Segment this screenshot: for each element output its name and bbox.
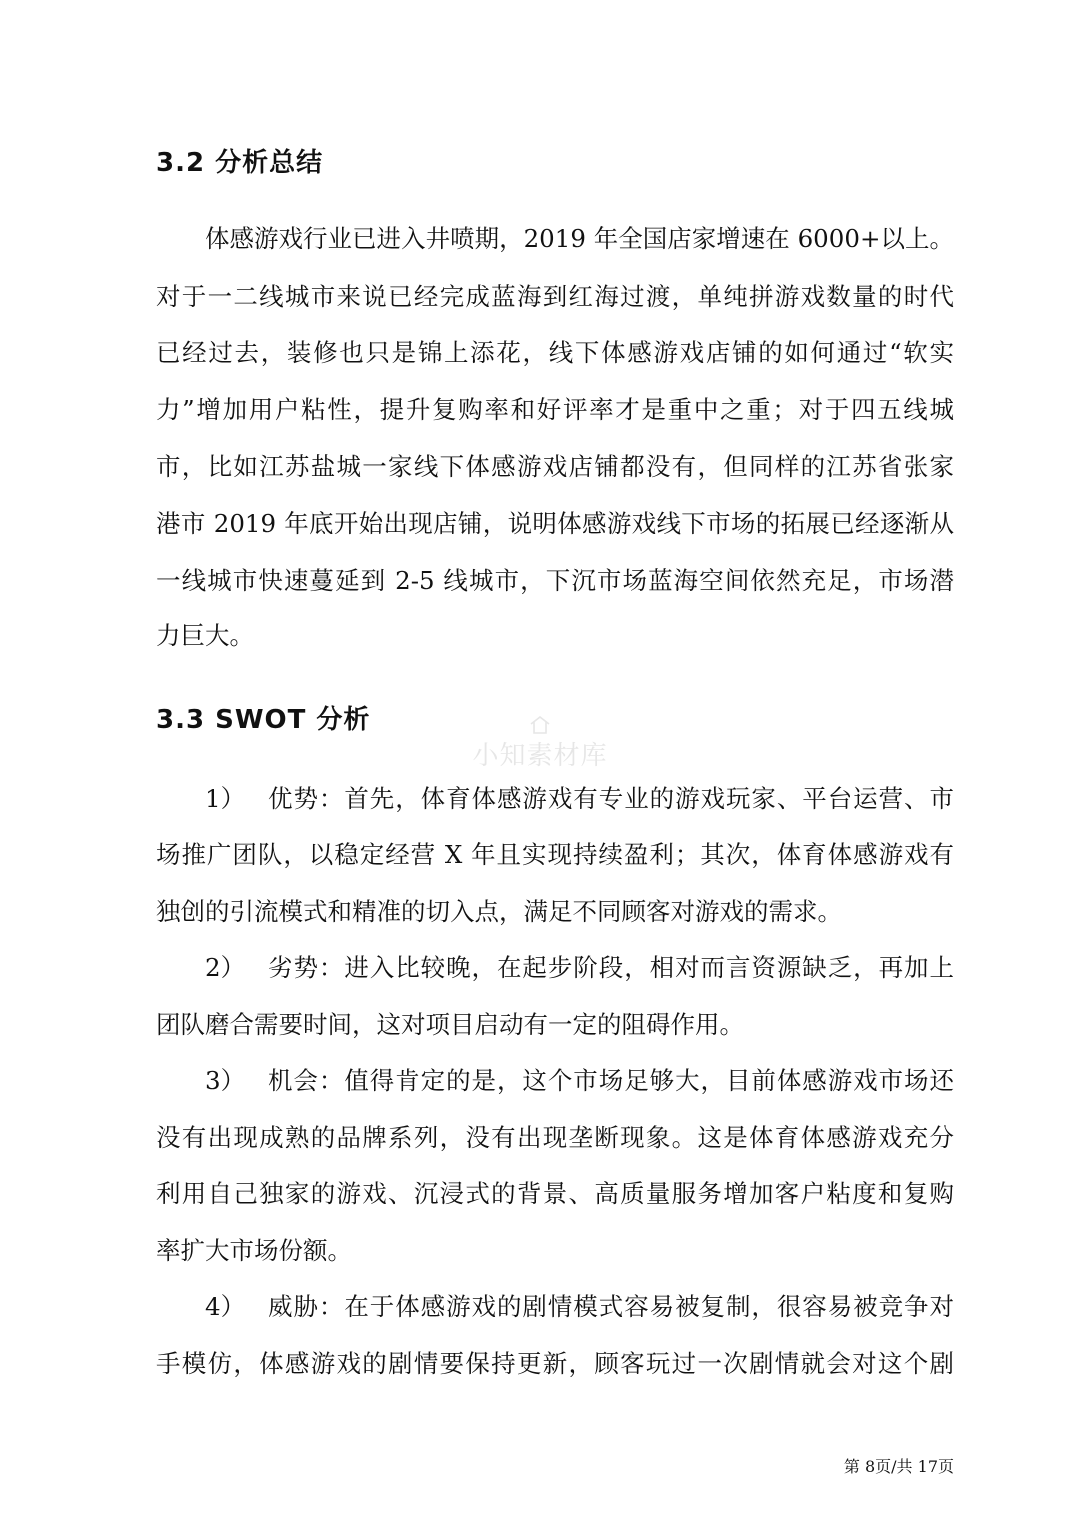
section-heading-3-3: 3.3 SWOT 分析 <box>156 705 371 735</box>
list-number: 4） <box>205 1292 246 1321</box>
paragraph-line: 市，比如江苏盐城一家线下体感游戏店铺都没有，但同样的江苏省张家 <box>156 452 954 481</box>
list-item-first-line: 机会：值得肯定的是，这个市场足够大，目前体感游戏市场还 <box>268 1066 954 1095</box>
paragraph-line: 力”增加用户粘性，提升复购率和好评率才是重中之重；对于四五线城 <box>156 395 954 424</box>
paragraph-line: 已经过去，装修也只是锦上添花，线下体感游戏店铺的如何通过“软实 <box>156 338 954 367</box>
list-item-line: 没有出现成熟的品牌系列，没有出现垄断现象。这是体育体感游戏充分 <box>156 1123 954 1152</box>
paragraph-line: 体感游戏行业已进入井喷期，2019 年全国店家增速在 6000+以上。 <box>205 224 954 253</box>
list-number: 1） <box>205 784 246 813</box>
list-item-line: 手模仿，体感游戏的剧情要保持更新，顾客玩过一次剧情就会对这个剧 <box>156 1349 954 1378</box>
list-item-line: 率扩大市场份额。 <box>156 1236 352 1265</box>
paragraph-line: 港市 2019 年底开始出现店铺，说明体感游戏线下市场的拓展已经逐渐从 <box>156 509 954 538</box>
watermark <box>440 715 640 785</box>
paragraph-line: 一线城市快速蔓延到 2-5 线城市，下沉市场蓝海空间依然充足，市场潜 <box>156 566 954 595</box>
list-item-line: 团队磨合需要时间，这对项目启动有一定的阻碍作用。 <box>156 1010 744 1039</box>
house-outline-icon <box>529 715 551 735</box>
list-item-line: 场推广团队，以稳定经营 X 年且实现持续盈利；其次，体育体感游戏有 <box>156 840 954 869</box>
list-item-first-line: 威胁：在于体感游戏的剧情模式容易被复制，很容易被竞争对 <box>268 1292 954 1321</box>
list-item-line: 利用自己独家的游戏、沉浸式的背景、高质量服务增加客户粘度和复购 <box>156 1179 954 1208</box>
list-number: 2） <box>205 953 246 982</box>
list-item-first-line: 劣势：进入比较晚，在起步阶段，相对而言资源缺乏，再加上 <box>268 953 954 982</box>
page-number-footer: 第 8页/共 17页 <box>843 1457 954 1476</box>
list-item-line: 独创的引流模式和精准的切入点，满足不同顾客对游戏的需求。 <box>156 897 842 926</box>
list-item-first-line: 优势：首先，体育体感游戏有专业的游戏玩家、平台运营、市 <box>268 784 954 813</box>
paragraph-line: 对于一二线城市来说已经完成蓝海到红海过渡，单纯拼游戏数量的时代 <box>156 282 954 311</box>
list-number: 3） <box>205 1066 246 1095</box>
section-heading-3-2: 3.2 分析总结 <box>156 148 324 178</box>
watermark-text: 小知素材库 <box>472 741 608 771</box>
paragraph-line: 力巨大。 <box>156 621 254 650</box>
